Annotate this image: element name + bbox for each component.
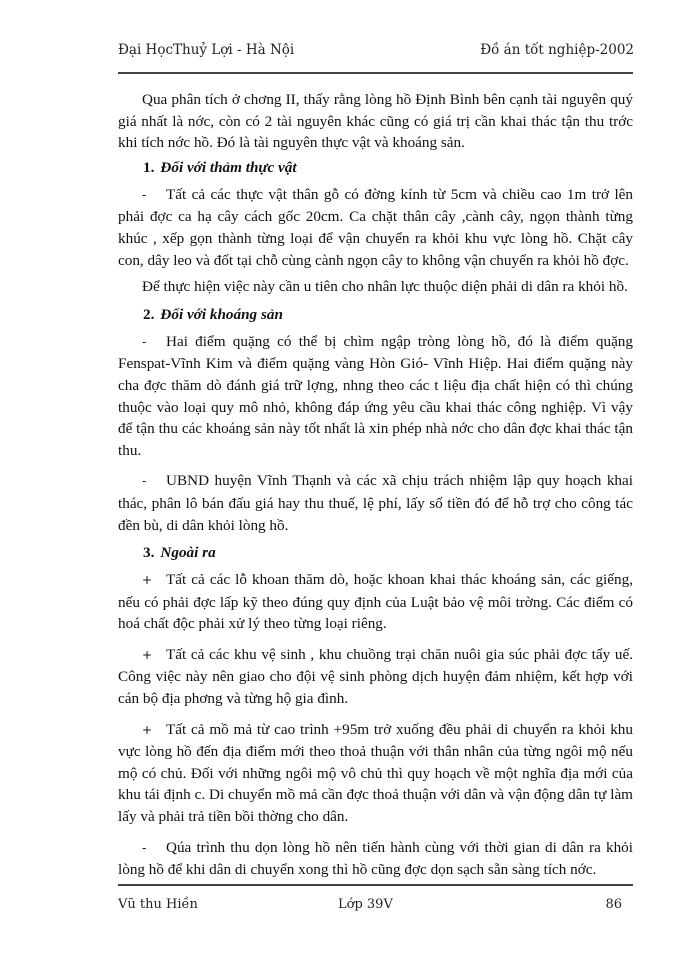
document-body [118,89,633,881]
paragraph-text: Tất cả mồ mả từ cao trình +95m trở xuống đều phải di chuyển ra khỏi khu vực lòng hồ đến địa điểm mới theo thoả thuận với thân nhân của từng ngôi mộ nếu mộ có chủ. Đối với những ngôi mộ vô chủ thì quy hoạch về một nghĩa địa mới của khu tái định c. Di chuyển mồ mả cần đợc thoả thuận với dân và vận động dân tự làm lấy và phải trả tiền bồi thờng cho dân. [118,720,633,826]
paragraph-text: Qúa trình thu dọn lòng hồ nên tiến hành cùng với thời gian di dân ra khỏi lòng hồ để khi dân di chuyển xong thì hồ cũng đợc dọn sạch sẵn sàng tích nớc. [118,838,633,879]
section-title: Ngoài ra [160,544,216,562]
section-title: Đối với thảm thực vật [160,158,297,176]
dash-bullet-icon: - [142,474,147,489]
section-heading-minerals [143,304,633,326]
footer-class: Lớp 39V [338,897,393,912]
section-heading-vegetation [143,157,633,179]
section-number: 1. [143,158,155,176]
dash-bullet-icon: - [142,334,147,349]
header-divider [118,72,633,74]
paragraph-text: Hai điểm quặng có thể bị chìm ngập tròng lòng hồ, đó là điểm quặng Fenspat-Vĩnh Kim và điểm quặng vàng Hòn Gió- Vĩnh Hiệp. Hai điểm quặng này cha đợc thăm dò đánh giá trữ lợng, nhng theo các t liệu địa chất hiện có thì chúng thuộc vào loại quy mô nhỏ, không đáp ứng yêu cầu khai thác công nghiệp. Vì vậy để tận thu các khoáng sản này tốt nhất là xin phép nhà nớc cho dân đợc khai thác tận thu. [118,332,633,459]
header-project-title: Đồ án tốt nghiệp-2002 [480,42,634,58]
plus-bullet-icon: + [142,722,153,737]
paragraph-text: Tất cả các lỗ khoan thăm dò, hoặc khoan khai thác khoáng sản, các giếng, nếu có phải đợc lấp kỹ theo đúng quy định của Luật bảo vệ môi trờng. Các điểm có hoá chất độc phải xử lý theo từng loại riêng. [118,571,633,633]
footer-author: Vũ thu Hiền [118,897,198,912]
paragraph [118,470,633,536]
paragraph [118,184,633,271]
paragraph [118,331,633,462]
dash-bullet-icon: - [142,187,147,202]
page-header [118,42,634,64]
intro-paragraph: Qua phân tích ở chơng II, thấy rằng lòng hồ Định Bình bên cạnh tài nguyên quý giá nhất là nớc, còn có 2 tài nguyên khác cũng có giá trị cần khai thác tận thu trớc khi tích nớc hồ. Đó là tài nguyên thực vật và khoáng sản. [118,91,633,152]
dash-bullet-icon: - [142,840,147,855]
plus-bullet-icon: + [142,573,153,588]
paragraph [118,569,633,635]
page-number: 86 [605,897,622,912]
header-institution: Đại HọcThuỷ Lợi - Hà Nội [118,42,295,58]
section-number: 3. [143,544,155,562]
paragraph: Để thực hiện việc này cần u tiên cho nhân lực thuộc diện phải di dân ra khỏi hồ. [142,278,628,296]
page-footer [118,897,634,919]
paragraph [118,644,633,710]
paragraph-text: UBND huyện Vĩnh Thạnh và các xã chịu trách nhiệm lập quy hoạch khai thác, phân lô bán đấu giá hay thu thuế, lệ phí, lấy số tiền đó để hỗ trợ cho công tác đền bù, di dân khỏi lòng hồ. [118,472,633,534]
paragraph [118,719,633,828]
section-number: 2. [143,305,155,323]
plus-bullet-icon: + [142,647,153,662]
paragraph-text: Tất cả các thực vật thân gỗ có đờng kính từ 5cm và chiều cao 1m trở lên phải đợc ca hạ cây cách gốc 20cm. Ca chặt thân cây ,cành cây, ngọn thành từng khúc , xếp gọn thành từng loại để vận chuyển ra khỏi khu vực lòng hồ. Chặt cây con, dây leo và đốt tại chỗ cùng cành ngọn cây to không vận chuyển ra khỏi hồ đợc. [118,185,633,269]
section-title: Đối với khoáng sản [160,305,283,323]
section-heading-other [143,542,633,564]
footer-divider [118,884,633,886]
paragraph [118,837,633,881]
paragraph-text: Tất cả các khu vệ sinh , khu chuồng trại chăn nuôi gia súc phải đợc tẩy uế. Công việc này nên giao cho đội vệ sinh phòng dịch huyện đảm nhiệm, kết hợp với cán bộ địa phơng và từng hộ gia đình. [118,645,633,708]
